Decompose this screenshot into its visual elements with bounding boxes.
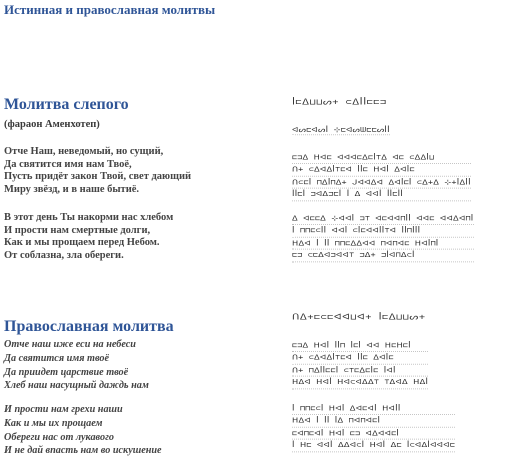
orthodox-prayer-cipher-title: ᑎᐃ+⊏⊂⊏ᐊᐊ⊔ᐊ+ ꟾ⊏ᐃ⊔⊔ᔕ+: [292, 313, 426, 322]
verse-line: Обереги нас от лукавого: [4, 431, 114, 443]
verse-line: Хлеб наш насущный даждь нам: [4, 380, 149, 392]
orthodox-prayer-title: Православная молитва: [4, 318, 174, 335]
orthodox-prayer-cipher-stanza-2: [292, 403, 455, 452]
cipher-line: ⊏⊐ᐃ ᕼᐊꟾ ꟾꟾ⊓ ꟾ⊏ꟾ ᐊᐊ ᕼ⊏ᕼ⊏ꟾ: [292, 340, 428, 352]
verse-line: Отче наш иже еси на небеси: [4, 339, 136, 350]
orthodox-prayer-cipher-stanza-1: [292, 340, 428, 389]
verse-line: Да святится имя твоё: [4, 352, 110, 364]
cipher-line: ꟾ ⊓⊓⊏⊂ꟾ ᕼᐊꟾ ᐃᐊ⊏ᐊꟾ ᕼᐊꟾꟾ: [292, 403, 455, 415]
orthodox-prayer-stanza-1: [4, 338, 149, 393]
cipher-line: ⊏⊐ᐃ ᕼᐊ⊏ ᐊᐊᐊ⊏ᐃ⊏ꟾ⊤ᐃ ᐊ⊏ ⊂ᐃᐃꟾ⊔: [292, 152, 471, 164]
cipher-line: ᕼᐃᐊ ꟾ ꟾꟾ ⊓⊓⊏ᐃᐃᐊᐊ ⊓ᐊ⊓ᐊ⊏ ᕼᐊꟾ⊓ꟾ: [292, 237, 474, 249]
verse-line: И прости нам смертные долги,: [4, 224, 151, 236]
blind-prayer-cipher-subtitle: [292, 125, 390, 135]
cipher-line: ᐊᔕ⊏ᐊᔕꟾ ⊹⊏ᐊᔕᗯ⊏⊏ᔕꟾꟾ: [292, 125, 390, 134]
cipher-line: ᕼᐃᐊ ᕼᐊꟾ ᕼᐊ⊂ᐊᐃᐃ⊤ ⊤ᐃᐊᐃ ᕼᐃꟾ: [292, 377, 428, 389]
verse-line: В этот день Ты накорми нас хлебом: [4, 212, 174, 223]
verse-line: Как и мы прощаем перед Небом.: [4, 237, 160, 249]
blind-prayer-stanza-2: [4, 212, 173, 263]
verse-line: От соблазна, зла обереги.: [4, 250, 124, 262]
verse-line: Да святится имя нам Твоё,: [4, 158, 132, 170]
cipher-line: ᑎ+ ⊂ᐃᐊᐃꟾ⊤⊏ᐊ ꟾꟾ⊏ ᐃᐊꟾ⊏: [292, 352, 428, 364]
verse-line: Как и мы их прощаем: [4, 417, 103, 429]
cipher-line: ᐃ ᐊ⊏⊏ᐃ ⊹ᐊᐊꟾ ⊐⊤ ᐊ⊏ᐊᐊ⊓ꟾꟾ ᐊᐊ⊏ ᐊᐊᐃᐊ⊓ꟾ: [292, 213, 474, 225]
cipher-line: ꟾꟾ⊏ꟾ ⊐ᐊᐃ⊐⊏ꟾ ꟾ ᐃ ᐊᐊꟾ ꟾꟾ⊏ꟾꟾ: [292, 189, 471, 201]
verse-line: И прости нам грехи наши: [4, 404, 123, 415]
orthodox-prayer-stanza-2: [4, 403, 162, 458]
cipher-line: ᑎ+ ⊓ᐃꟾꟾ⊏⊏ꟾ ⊂⊤⊏ᐃ⊏ꟾ⊏ ꟾᐊꟾ: [292, 364, 428, 376]
verse-line: Отче Наш, неведомый, но сущий,: [4, 146, 164, 157]
verse-line: Пусть придёт закон Твой, свет дающий: [4, 171, 192, 183]
page-title: Истинная и православная молитвы: [4, 2, 216, 17]
verse-line: Да приидет царствие твоё: [4, 366, 129, 378]
cipher-line: ⊏⊐ ⊂⊏ᐃᐊ⊐ᐊᐊ⊤ ⊐ᐃ+ ⊐ꟾᐊ⊓ᐃ⊂ꟾ: [292, 250, 474, 262]
blind-prayer-cipher-stanza-2: [292, 213, 474, 262]
cipher-line: ⊏ᐊ⊓⊏ᐊꟾ ᕼᐊꟾ ⊏⊐ ᐊᐃᐊᐊ⊏ꟾ: [292, 427, 455, 439]
cipher-line: ᕼᐃᐊ ꟾ ꟾꟾ ꟾᐃ ⊓ᐊ⊓ᐊ⊏ꟾ: [292, 415, 455, 427]
blind-prayer-cipher-title: ꟾ⊏ᐃ⊔⊔ᔕ+ ⊂ᐃꟾꟾ⊏⊏⊐: [292, 98, 387, 107]
blind-prayer-cipher-stanza-1: [292, 152, 471, 201]
cipher-line: ᑎ+ ⊂ᐃᐊᐃꟾ⊤⊏ᐊ ꟾꟾ⊏ ᕼᐊꟾ ᐃᐊꟾ⊏: [292, 164, 471, 176]
cipher-line: ꟾ ⊓⊓⊏⊂ꟾꟾ ᐊᐊꟾ ⊂ꟾ⊏ᐊᐊꟾꟾ⊤ᐊ ꟾꟾ⊓ꟾꟾꟾ: [292, 225, 474, 237]
blind-prayer-title: Молитва слепого: [4, 96, 129, 113]
verse-line: Миру звёзд, и в наше бытиё.: [4, 184, 140, 196]
verse-line: И не дай впасть нам во искушение: [4, 445, 162, 457]
cipher-line: ꟾ ᕼ⊏ ᐊᐊꟾ ᐃᐃᐊ⊂ꟾ ᕼᐊꟾ ᐃ⊏ ꟾ⊂ᐊᐃꟾᐊᐊᐊ⊏: [292, 440, 455, 452]
blind-prayer-stanza-1: [4, 146, 191, 197]
blind-prayer-subtitle: (фараон Аменхотеп): [4, 119, 100, 130]
cipher-line: ᑎ⊂⊏ꟾ ⊓ᐃꟾ⊓ᐃ+ ᒍᐊᐊᐃᐊ ᐃᐊꟾ⊏ꟾ ⊂ᐃ+ᐃ ⊹+ꟾᐃꟾꟾ: [292, 176, 471, 188]
